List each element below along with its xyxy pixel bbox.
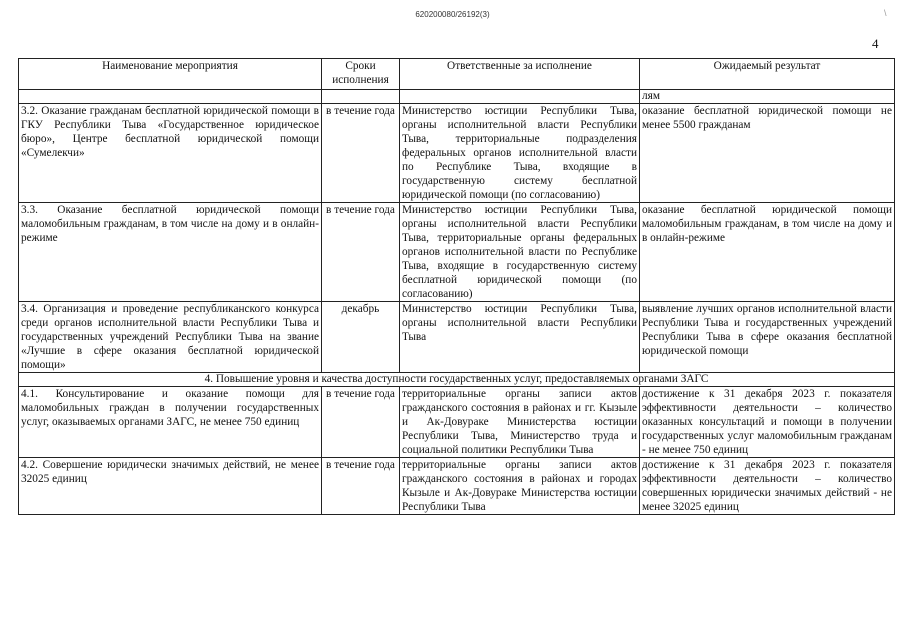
row-name: 3.4. Организация и проведение республиканского конкурса среди органов исполнительной власти Республики Тыва и государственных учреждений Республики Тыва на звание «Лучшие в сфере оказания бесплатной юридической помощи»: [19, 302, 322, 373]
row-term: в течение года: [322, 387, 400, 458]
table-row: [19, 458, 895, 515]
row-result: оказание бесплатной юридической помощи не менее 5500 гражданам: [640, 104, 895, 203]
column-header-name: Наименование мероприятия: [19, 59, 322, 90]
row-term: в течение года: [322, 104, 400, 203]
row-term: в течение года: [322, 203, 400, 302]
row-result: достижение к 31 декабря 2023 г. показателя эффективности деятельности – количество совершенных юридически значимых действий - не менее 32025 единиц: [640, 458, 895, 515]
row-responsible: территориальные органы записи актов гражданского состояния в районах и городах Кызыле и Ак-Довураке Министерства юстиции Республики Тыва: [400, 458, 640, 515]
row-name: 3.3. Оказание бесплатной юридической помощи маломобильным гражданам, в том числе на дому и в онлайн-режиме: [19, 203, 322, 302]
row-name: 4.2. Совершение юридически значимых действий, не менее 32025 единиц: [19, 458, 322, 515]
row-term: в течение года: [322, 458, 400, 515]
row-name: 4.1. Консультирование и оказание помощи для маломобильных граждан в получении государственных услуг, оказываемых органами ЗАГС, не менее 750 единиц: [19, 387, 322, 458]
row-responsible: Министерство юстиции Республики Тыва, органы исполнительной власти Республики Тыва, территориальные подразделения федеральных органов исполнительной власти по Республике Тыва, входящие в государственную систему бесплатной юридической помощи (по согласованию): [400, 104, 640, 203]
action-plan-table: [18, 58, 895, 515]
table-row: [19, 387, 895, 458]
row-result: выявление лучших органов исполнительной власти Республики Тыва и государственных учреждений Республики Тыва в сфере оказания бесплатной юридической помощи: [640, 302, 895, 373]
scan-mark: \: [884, 8, 887, 18]
continuation-cell-empty: [400, 90, 640, 104]
row-responsible: Министерство юстиции Республики Тыва, органы исполнительной власти Республики Тыва, территориальные органы федеральных органов исполнительной власти по Республике Тыва, входящие в государственную систему бесплатной юридической помощи (по согласованию): [400, 203, 640, 302]
table-header-row: [19, 59, 895, 90]
page-number: 4: [872, 36, 879, 51]
row-result: достижение к 31 декабря 2023 г. показателя эффективности деятельности – количество оказанных консультаций и помощи в получении государственных услуг маломобильным гражданам - не менее 750 единиц: [640, 387, 895, 458]
table-row: [19, 302, 895, 373]
table-row: [19, 203, 895, 302]
table-row: [19, 104, 895, 203]
row-result: оказание бесплатной юридической помощи маломобильным гражданам, в том числе на дому и в онлайн-режиме: [640, 203, 895, 302]
column-header-responsible: Ответственные за исполнение: [400, 59, 640, 90]
continuation-cell-empty: [322, 90, 400, 104]
column-header-result: Ожидаемый результат: [640, 59, 895, 90]
section-header-row: [19, 373, 895, 387]
row-term: декабрь: [322, 302, 400, 373]
continuation-cell-text: лям: [640, 90, 895, 104]
continuation-cell-empty: [19, 90, 322, 104]
row-name: 3.2. Оказание гражданам бесплатной юридической помощи в ГКУ Республики Тыва «Государственное юридическое бюро», Центре бесплатной юридической помощи «Сумелекчи»: [19, 104, 322, 203]
continuation-row: [19, 90, 895, 104]
document-id: 620200080/26192(3): [415, 10, 490, 19]
row-responsible: территориальные органы записи актов гражданского состояния в районах и гг. Кызыле и Ак-Довураке Министерства юстиции Республики Тыва, Министерство труда и социальной политики Республики Тыва: [400, 387, 640, 458]
column-header-term: Сроки исполнения: [322, 59, 400, 90]
row-responsible: Министерство юстиции Республики Тыва, органы исполнительной власти Республики Тыва: [400, 302, 640, 373]
section-title: 4. Повышение уровня и качества доступности государственных услуг, предоставляемых органами ЗАГС: [19, 373, 895, 387]
